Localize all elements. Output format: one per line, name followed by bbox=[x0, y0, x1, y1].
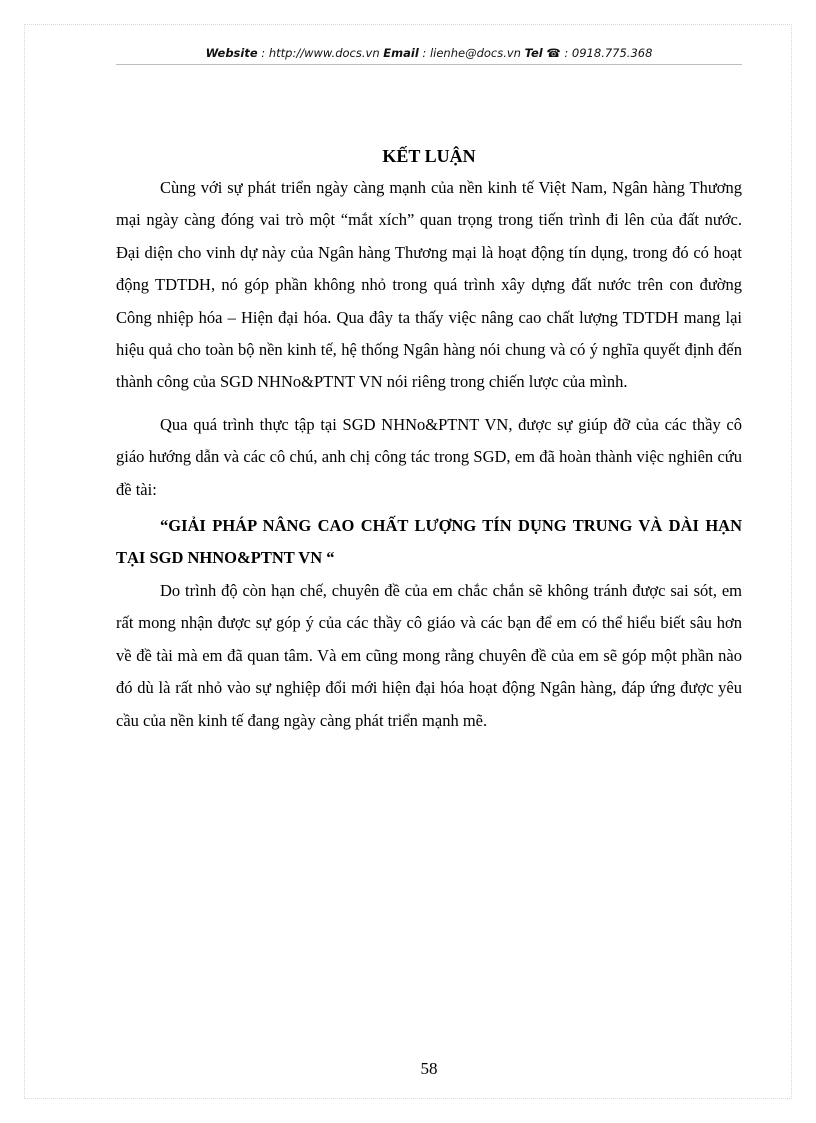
header-separator: : bbox=[257, 46, 269, 60]
paragraph-2: Qua quá trình thực tập tại SGD NHNo&PTNT VN, được sự giúp đỡ của các thầy cô giáo hướng dẫn và các cô chú, anh chị công tác trong SGD, em đã hoàn thành việc nghiên cứu đề tài: bbox=[116, 414, 742, 499]
paragraph-3: Do trình độ còn hạn chế, chuyên đề của em chắc chắn sẽ không tránh được sai sót, em rất mong nhận được sự góp ý của các thầy cô giáo và các bạn để em có thể hiểu biết sâu hơn về đề tài mà em đã quan tâm. Và em cũng mong rằng chuyên đề của em sẽ góp một phần nào đó dù là rất nhỏ vào sự nghiệp đổi mới hiện đại hóa hoạt động Ngân hàng, đáp ứng được yêu cầu của nền kinh tế đang ngày càng phát triển mạnh mẽ. bbox=[116, 580, 742, 730]
website-label: Website bbox=[205, 46, 258, 60]
header-rule bbox=[116, 64, 742, 65]
page-title: KẾT LUẬN bbox=[382, 146, 476, 166]
website-link[interactable]: http://www.docs.vn bbox=[268, 46, 380, 60]
tel-value: 0918.775.368 bbox=[571, 46, 653, 60]
thesis-title: “GIẢI PHÁP NÂNG CAO CHẤT LƯỢNG TÍN DỤNG TRUNG VÀ DÀI HẠN TẠI SGD NHNO&PTNT VN “ bbox=[116, 516, 742, 568]
tel-label: Tel bbox=[524, 46, 543, 60]
email-label: Email bbox=[383, 46, 419, 60]
header-separator: : bbox=[418, 46, 430, 60]
paragraph-1: Cùng với sự phát triển ngày càng mạnh của nền kinh tế Việt Nam, Ngân hàng Thương mại ngày càng đóng vai trò một “mắt xích” quan trọng trong tiến trình đi lên của đất nước. Đại diện cho vinh dự này của Ngân hàng Thương mại là hoạt động tín dụng, trong đó có hoạt động TDTDH, nó góp phần không nhỏ trong quá trình xây dựng đất nước trên con đường Công nhiệp hóa – Hiện đại hóa. Qua đây ta thấy việc nâng cao chất lượng TDTDH mang lại hiệu quả cho toàn bộ nền kinh tế, hệ thống Ngân hàng nói chung và có ý nghĩa quyết định đến thành công của SGD NHNo&PTNT VN nói riêng trong chiến lược của mình. bbox=[116, 178, 742, 392]
header-separator: : bbox=[560, 46, 572, 60]
email-link[interactable]: lienhe@docs.vn bbox=[429, 46, 521, 60]
phone-icon: ☎ bbox=[546, 46, 561, 60]
document-body bbox=[116, 140, 742, 737]
page-header bbox=[116, 46, 742, 60]
page-number: 58 bbox=[420, 1059, 438, 1078]
